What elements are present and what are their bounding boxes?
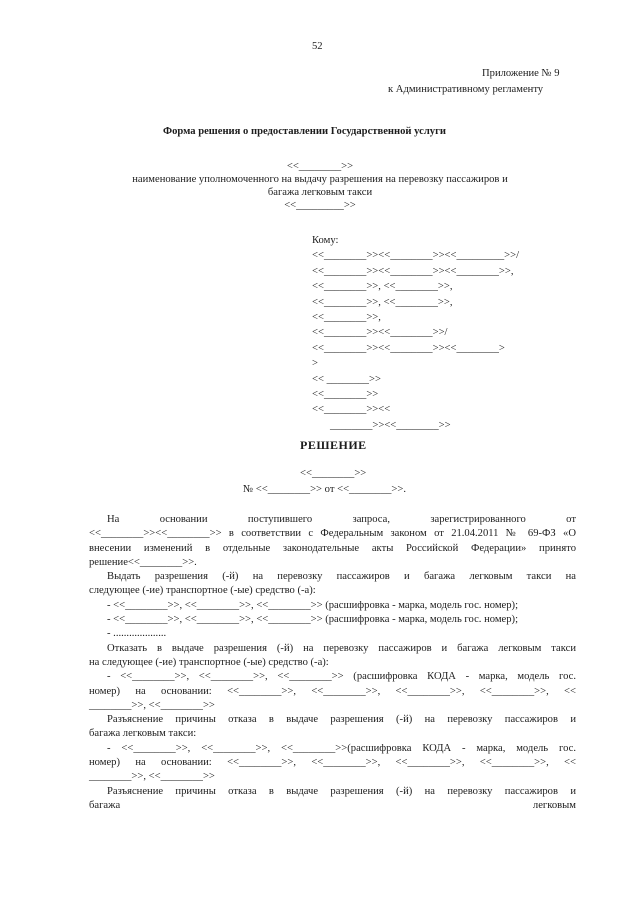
para1-line3: внесении изменений в отдельные законодательные акты Российской Федерации» принято <box>89 542 576 554</box>
para5-word-left: багажа <box>89 799 121 811</box>
recipient-line: <<________>> <box>312 389 379 401</box>
decision-body <box>89 513 576 813</box>
authority-caption-line1: наименование уполномоченного на выдачу разрешения на перевозку пассажиров и <box>132 174 508 185</box>
para1-word: поступившего <box>247 514 313 525</box>
para1-line2: <<________>><<________>> в соответствии с Федеральным законом от 21.04.2011 № 69-ФЗ «О <box>89 528 576 540</box>
para3-line1: Отказать в выдаче разрешения (-й) на перевозку пассажиров и багажа легковым такси <box>107 642 576 654</box>
recipient-line: > <box>312 358 318 370</box>
authority-caption-line2: багажа легковым такси <box>267 187 373 198</box>
para3-item-line1: - <<________>>, <<________>>, <<________>> (расшифровка КОДА - марка, модель гос. <box>107 671 576 683</box>
recipient-line: <<________>><<________>><<_________>>/ <box>312 250 520 262</box>
recipient-title: Кому: <box>312 235 339 246</box>
recipient-line: <<________>><<________>><<________>>, <box>312 265 514 277</box>
para3-line2: на следующее (-ие) транспортное (-ые) средство (-а): <box>89 656 329 668</box>
recipient-line: <<________>>, <<________>>, <box>312 281 453 293</box>
para1-word: от <box>566 514 576 525</box>
para5-line2 <box>89 799 576 813</box>
recipient-block <box>312 233 519 433</box>
decision-heading: РЕШЕНИЕ <box>300 438 367 452</box>
para1-word: основании <box>159 514 208 525</box>
para4-item-line3: ________>>, <<________>> <box>89 771 215 783</box>
recipient-line: <<________>><<________>><<________> <box>312 342 505 354</box>
para4-line2: багажа легковым такси: <box>89 728 197 740</box>
para4-line1: Разъяснение причины отказа в выдаче разрешения (-й) на перевозку пассажиров и <box>107 714 576 726</box>
recipient-line: ________>><<________>> <box>330 419 451 431</box>
decision-placeholder: <<________>> <box>300 468 367 479</box>
para5-line1: Разъяснение причины отказа в выдаче разрешения (-й) на перевозку пассажиров и <box>107 785 576 797</box>
para3-item-line3: ________>>, <<________>> <box>89 699 215 711</box>
para1-word: На <box>107 514 120 525</box>
para1-word: зарегистрированного <box>430 514 526 525</box>
para4-item-line2: номер) на основании: <<________>>, <<________>>, <<________>>, <<________>>, << <box>89 757 576 769</box>
form-title: Форма решения о предоставлении Государственной услуги <box>163 126 446 137</box>
decision-number-line: № <<________>> от <<________>>. <box>243 484 407 495</box>
authority-placeholder-2: <<_________>> <box>284 200 356 211</box>
recipient-line: <<________>><< <box>312 404 391 416</box>
appendix-label: Приложение № 9 <box>482 68 560 79</box>
para2-item1: - <<________>>, <<________>>, <<________>> (расшифровка - марка, модель гос. номер); <box>107 599 519 611</box>
page-number: 52 <box>312 41 323 52</box>
recipient-line: <<________>>, <box>312 312 381 324</box>
recipient-line: << ________>> <box>312 373 381 385</box>
para1-word: запроса, <box>352 514 390 525</box>
para3-item-line2: номер) на основании: <<________>>, <<________>>, <<________>>, <<________>>, << <box>89 685 576 697</box>
para5-word-right: легковым <box>532 799 576 811</box>
para2-item3: - .................... <box>107 628 167 640</box>
para2-line2: следующее (-ие) транспортное (-ые) средство (-а): <box>89 585 316 597</box>
authority-placeholder: <<________>> <box>286 161 354 172</box>
para2-item2: - <<________>>, <<________>>, <<________>> (расшифровка - марка, модель гос. номер); <box>107 614 519 626</box>
para1-line4: решение<<________>>. <box>89 556 197 568</box>
appendix-reference: к Административному регламенту <box>388 84 544 95</box>
para2-line1: Выдать разрешения (-й) на перевозку пассажиров и багажа легковым такси на <box>107 571 576 583</box>
recipient-line: <<________>><<________>>/ <box>312 327 448 339</box>
para4-item-line1: - <<________>>, <<________>>, <<________>>(расшифровка КОДА - марка, модель гос. <box>107 742 576 754</box>
recipient-line: <<________>>, <<________>>, <box>312 296 453 308</box>
para1-line1 <box>89 513 576 527</box>
